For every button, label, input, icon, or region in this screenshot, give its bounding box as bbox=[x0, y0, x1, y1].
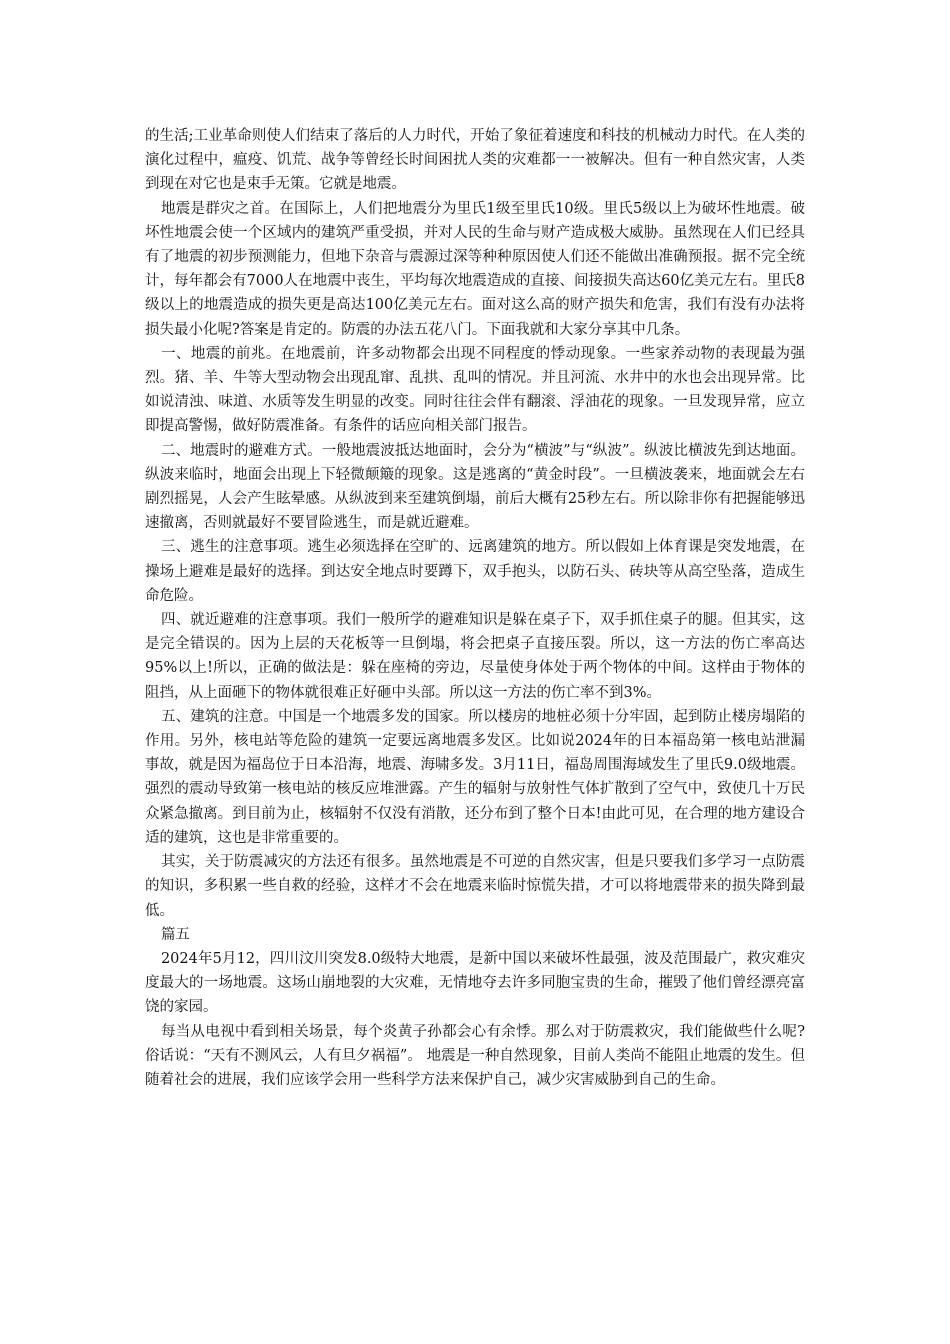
paragraph-section-5-buildings: 五、建筑的注意。中国是一个地震多发的国家。所以楼房的地桩必须十分牢固，起到防止楼房塌陷的作用。另外，核电站等危险的建筑一定要远离地震多发区。比如说2024年的日本福岛第一核电站泄漏事故，就是因为福岛位于日本沿海，地震、海啸多发。3月11日，福岛周围海域发生了里氏9.0级地震。强烈的震动导致第一核电站的核反应堆泄露。产生的辐射与放射性气体扩散到了空气中，致使几十万民众紧急撤离。到目前为止，核辐射不仅没有消散，还分布到了整个日本!由此可见，在合理的地方建设合适的建筑，这也是非常重要的。 bbox=[145, 708, 805, 846]
paragraph-what-we-can-do: 每当从电视中看到相关场景，每个炎黄子孙都会心有余悸。那么对于防震救灾，我们能做些什么呢?俗话说：“天有不测风云，人有旦夕祸福”。 地震是一种自然现象，目前人类尚不能阻止地震的发生。但随着社会的进展，我们应该学会用一些科学方法来保护自己，减少灾害威胁到自己的生命。 bbox=[145, 1023, 805, 1088]
paragraph-section-1-precursors: 一、地震的前兆。在地震前，许多动物都会出现不同程度的悸动现象。一些家养动物的表现最为强烈。猪、羊、牛等大型动物会出现乱窜、乱拱、乱叫的情况。并且河流、水井中的水也会出现异常。比如说清浊、味道、水质等发生明显的改变。同时往往会伴有翻滚、浮油花的现象。一旦发现异常，应立即提高警惕，做好防震准备。有条件的话应向相关部门报告。 bbox=[145, 345, 805, 435]
paragraph-section-4-nearby-shelter: 四、就近避难的注意事项。我们一般所学的避难知识是躲在桌子下，双手抓住桌子的腿。但其实，这是完全错误的。因为上层的天花板等一旦倒塌，将会把桌子直接压裂。所以，这一方法的伤亡率高达95%以上!所以，正确的做法是：躲在座椅的旁边，尽量使身体处于两个物体的中间。这样由于物体的阻挡，从上面砸下的物体就很难正好砸中头部。所以这一方法的伤亡率不到3%。 bbox=[145, 612, 805, 701]
paragraph-continued: 的生活;工业革命则使人们结束了落后的人力时代，开始了象征着速度和科技的机械动力时代。在人类的演化过程中，瘟疫、饥荒、战争等曾经长时间困扰人类的灾难都一一被解决。但有一种自然灾害，人类到现在对它也是束手无策。它就是地震。 bbox=[145, 128, 805, 193]
paragraph-section-3-escape: 三、逃生的注意事项。逃生必须选择在空旷的、远离建筑的地方。所以假如上体育课是突发地震，在操场上避难是最好的选择。到达安全地点时要蹲下，双手抱头，以防石头、砖块等从高空坠落，造成生命危险。 bbox=[145, 539, 805, 604]
paragraph-earthquake-intro: 地震是群灾之首。在国际上，人们把地震分为里氏1级至里氏10级。里氏5级以上为破坏性地震。破坏性地震会使一个区域内的建筑严重受损，并对人民的生命与财产造成极大威胁。虽然现在人们已经具有了地震的初步预测能力，但地下杂音与震源过深等种种原因使人们还不能做出准确预报。据不完全统计，每年都会有7000人在地震中丧生，平均每次地震造成的直接、间接损失高达60亿美元左右。里氏8级以上的地震造成的损失更是高达100亿美元左右。面对这么高的财产损失和危害，我们有没有办法将损失最小化呢?答案是肯定的。防震的办法五花八门。下面我就和大家分享其中几条。 bbox=[145, 200, 805, 338]
paragraph-wenchuan: 2024年5月12，四川汶川突发8.0级特大地震，是新中国以来破坏性最强，波及范围最广，救灾难灾度最大的一场地震。这场山崩地裂的大灾难，无情地夺去许多同胞宝贵的生命，摧毁了他们曾经漂亮富饶的家园。 bbox=[145, 950, 805, 1016]
document-page bbox=[145, 124, 805, 1092]
paragraph-section-2-shelter: 二、地震时的避难方式。一般地震波抵达地面时，会分为“横波”与“纵波”。纵波比横波先到达地面。纵波来临时，地面会出现上下轻微颠簸的现象。这是逃离的“黄金时段”。一旦横波袭来，地面就会左右剧烈摇晃，人会产生眩晕感。从纵波到来至建筑倒塌，前后大概有25秒左右。所以除非你有把握能够迅速撤离，否则就最好不要冒险逃生，而是就近避难。 bbox=[145, 442, 805, 532]
section-heading-part-five: 篇五 bbox=[160, 926, 190, 943]
paragraph-conclusion: 其实，关于防震减灾的方法还有很多。虽然地震是不可逆的自然灾害，但是只要我们多学习一点防震的知识，多积累一些自救的经验，这样才不会在地震来临时惊慌失措，才可以将地震带来的损失降到最低。 bbox=[145, 854, 805, 919]
